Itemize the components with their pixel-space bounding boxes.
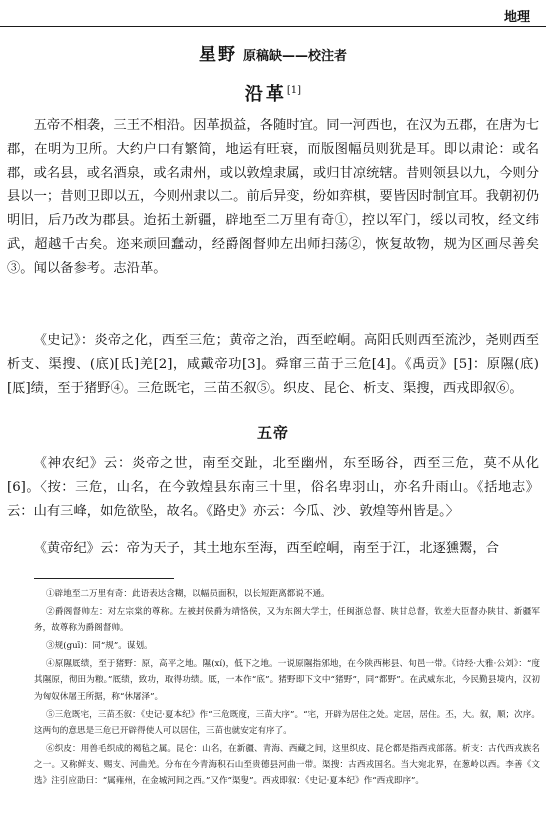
chapter-title: 星野 xyxy=(198,45,237,65)
section-title-yange xyxy=(0,80,546,106)
footnote-2: ②爵阁督帅左：对左宗棠的尊称。左被封侯爵为靖恪侯，又为东阁大学士，任闽浙总督、陕甘总督，钦差大臣督办陕甘、新疆军务，故尊称为爵阁督帅。 xyxy=(34,607,540,634)
paragraph-huangdi: 《黄帝纪》云：帝为天子，其土地东至海，西至崆峒，南至于江，北逐獯鬻，合 xyxy=(33,541,499,556)
header-rule xyxy=(0,26,546,27)
paragraph-intro: 五帝不相袭，三王不相沿。因革损益，各随时宜。同一河西也，在汉为五郡，在唐为七郡，在明为卫所。大约户口有繁简，地运有旺衰，而版图幅员则犹是耳。即以肃论：或名郡，或名县，或名酒泉，或名肃州，或以敦煌隶属，或归甘凉统辖。昔则领县以九，今则分县以一；昔则卫即以五，今则州隶以二。前后异变，纷如弈棋，要皆因时制宜耳。我朝初仍明旧，后乃改为郡县。迨拓土新疆，辟地至二万里有奇①，控以军门，绥以司牧，经文纬武，超越千古矣。迩来顽回蠢动，经爵阁督帅左出师扫荡②，恢复故物，规为区画尽善矣③。闻以备参考。志沿革。 xyxy=(7,118,539,276)
footnote-4: ④原隰厎绩，至于猪野：原，高平之地。隰(xí)，低下之地。一说原隰指邠地，在今陕西彬县、旬邑一带。《诗经·大雅·公刘》：“度其隰原，彻田为粮。”厎绩，致功，取得功绩。厎，一本作“底”。猪野即下文中“猪野”，同“都野”。在武威东北，今民勤县境内，汉初为匈奴休屠王所据，称“休屠泽”。 xyxy=(34,659,540,702)
chapter-subtitle: 原稿缺——校注者 xyxy=(242,49,347,64)
chapter-heading xyxy=(0,40,546,65)
footnote-5: ⑤三危既宅，三苗丕叙：《史记·夏本纪》作“三危既度，三苗大序”。“宅，开辟为居住之处。定居，居住。丕，大。叙，顺；次序。这两句的意思是三危已开辟得使人可以居住，三苗也就安定有序了。 xyxy=(34,709,540,736)
footnote-6: ⑥织皮：用兽毛织成的褐毡之属。昆仑：山名，在新疆、青海、西藏之间，这里织皮、昆仑都是指西戎部落。析支：古代西戎族名之一。又称鲜支、赐支、河曲羌。分布在今青海积石山至贵德县河曲一带。渠搜：古西戎国名。当大宛北界，在葱岭以西。李善《文选》注引应劭曰：“属雍州，在金城河间之西。”又作“渠叟”。西戎即叙：《史记·夏本纪》作“西戎即序”。 xyxy=(34,743,540,787)
paragraph-shennong: 《神农纪》云：炎帝之世，南至交趾，北至幽州，东至旸谷，西至三危，莫不从化[6]。〈按：三危，山名，在今敦煌县东南三十里，俗名卑羽山，亦名升雨山。《括地志》云：山有三峰，如危欲坠，故名。《路史》亦云：今瓜、沙、敦煌等州皆是。〉 xyxy=(7,456,539,519)
section-note-mark: [1] xyxy=(286,85,302,96)
header-tag: 地理 xyxy=(503,10,530,25)
footnote-3: ③规(guī)：同“规”。谋划。 xyxy=(46,641,153,652)
paragraph-shiji: 《史记》：炎帝之化，西至三危；黄帝之治，西至崆峒。高阳氏则西至流沙，尧则西至析支、渠搜、(底)[氐]羌[2]，咸戴帝功[3]。舜窜三苗于三危[4]。《禹贡》[5]：原隰(底)[厎]绩，至于猪野④。三危既宅，三苗丕叙⑤。织皮、昆仑、析支、渠搜，西戎即叙⑥。 xyxy=(7,333,539,396)
section-title-text: 沿革 xyxy=(244,84,287,105)
section-title-wudi: 五帝 xyxy=(256,424,289,442)
footnote-1: ①辟地至二万里有奇：此语表达含糊，以幅员面积，以长短距离都说不通。 xyxy=(46,589,330,599)
footnotes xyxy=(34,586,540,791)
footnote-rule xyxy=(34,578,174,579)
